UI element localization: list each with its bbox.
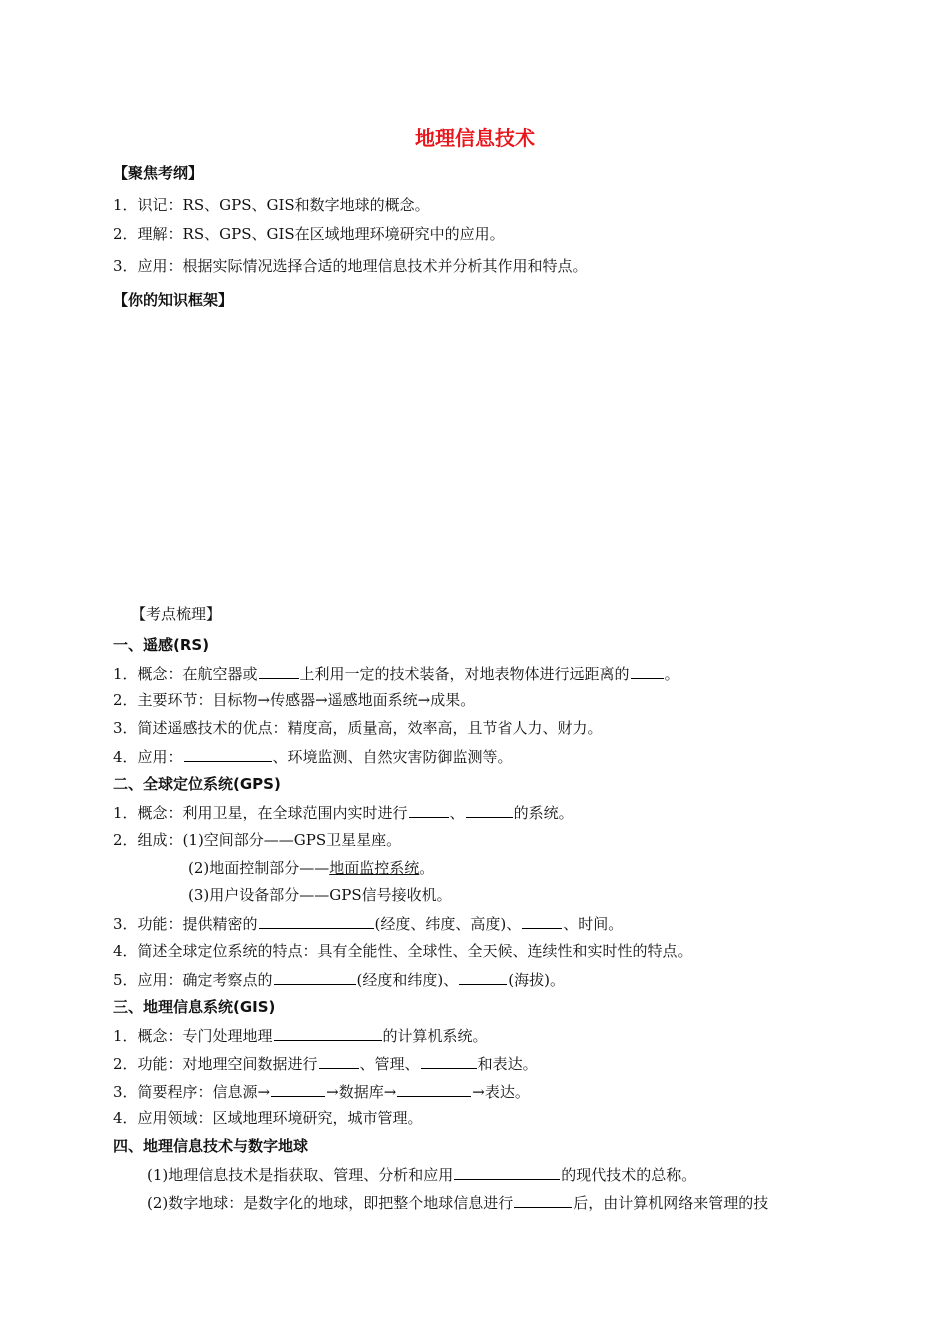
- gps-line-5: [113, 969, 565, 990]
- fill-blank[interactable]: [466, 802, 513, 818]
- digital-l2-text-b: 后，由计算机网络来管理的技: [573, 1194, 769, 1212]
- fill-blank[interactable]: [421, 1053, 477, 1069]
- gps-l2b-underlined: 地面监控系统: [329, 859, 420, 877]
- focus-item-1: 1．识记：RS、GPS、GIS和数字地球的概念。: [113, 196, 430, 214]
- gis-line-1: [113, 1025, 488, 1046]
- digital-line-1: [147, 1164, 696, 1185]
- gis-line-3: [113, 1081, 530, 1102]
- fill-blank[interactable]: [319, 1053, 359, 1069]
- fill-blank[interactable]: [274, 969, 356, 985]
- rs-line-3: 3．简述遥感技术的优点：精度高，质量高，效率高，且节省人力、财力。: [113, 719, 603, 737]
- gps-l3-text-b: (经度、纬度、高度)、: [374, 915, 522, 933]
- gps-l2b-text-a: (2)地面控制部分——: [188, 859, 330, 877]
- digital-l1-text-a: (1)地理信息技术是指获取、管理、分析和应用: [147, 1166, 454, 1184]
- digital-line-2: [147, 1192, 768, 1213]
- focus-item-3: 3．应用：根据实际情况选择合适的地理信息技术并分析其作用和特点。: [113, 257, 588, 275]
- review-heading: 【考点梳理】: [131, 605, 222, 623]
- rs-l4-text-a: 4．应用：: [113, 748, 183, 766]
- fill-blank[interactable]: [184, 746, 272, 762]
- gps-line-3: [113, 913, 623, 934]
- rs-line-2: 2．主要环节：目标物→传感器→遥感地面系统→成果。: [113, 691, 476, 709]
- focus-item-2: 2．理解：RS、GPS、GIS在区域地理环境研究中的应用。: [113, 225, 505, 243]
- gps-line-1: [113, 802, 574, 823]
- gps-l2b-text-c: 。: [419, 859, 435, 877]
- rs-line-1: [113, 663, 680, 684]
- gps-l1-text-c: 的系统。: [513, 804, 574, 822]
- page-title: 地理信息技术: [415, 126, 535, 150]
- gis-l2-text-b: 、管理、: [359, 1055, 420, 1073]
- gis-l1-text-a: 1．概念：专门处理地理: [113, 1027, 273, 1045]
- gis-l1-text-b: 的计算机系统。: [382, 1027, 488, 1045]
- gps-line-2c: (3)用户设备部分——GPS信号接收机。: [188, 886, 452, 904]
- fill-blank[interactable]: [631, 663, 664, 679]
- gis-heading: 三、地理信息系统(GIS): [113, 998, 276, 1016]
- fill-blank[interactable]: [409, 802, 449, 818]
- gps-l3-text-c: 、时间。: [563, 915, 624, 933]
- gps-l5-text-a: 5．应用：确定考察点的: [113, 971, 273, 989]
- gis-l3-text-a: 3．简要程序：信息源→: [113, 1083, 271, 1101]
- gps-line-2: 2．组成：(1)空间部分——GPS卫星星座。: [113, 831, 402, 849]
- rs-l1-text-c: 。: [664, 665, 680, 683]
- fill-blank[interactable]: [259, 663, 299, 679]
- gps-l3-text-a: 3．功能：提供精密的: [113, 915, 258, 933]
- rs-l1-text-b: 上利用一定的技术装备，对地表物体进行远距离的: [299, 665, 630, 683]
- gis-l3-text-b: →数据库→: [326, 1083, 397, 1101]
- gps-l5-text-b: (经度和纬度)、: [356, 971, 459, 989]
- digital-heading: 四、地理信息技术与数字地球: [113, 1137, 309, 1155]
- gps-l5-text-c: (海拔)。: [508, 971, 565, 989]
- fill-blank[interactable]: [514, 1192, 572, 1208]
- gps-line-2b: [188, 858, 434, 878]
- gis-l2-text-a: 2．功能：对地理空间数据进行: [113, 1055, 318, 1073]
- gis-l3-text-c: →表达。: [472, 1083, 530, 1101]
- fill-blank[interactable]: [459, 969, 507, 985]
- gps-l1-text-a: 1．概念：利用卫星，在全球范围内实时进行: [113, 804, 408, 822]
- digital-l2-text-a: (2)数字地球：是数字化的地球，即把整个地球信息进行: [147, 1194, 514, 1212]
- framework-heading: 【你的知识框架】: [113, 291, 234, 309]
- gis-l2-text-c: 和表达。: [477, 1055, 538, 1073]
- gps-heading: 二、全球定位系统(GPS): [113, 775, 281, 793]
- rs-line-4: [113, 746, 513, 767]
- digital-l1-text-b: 的现代技术的总称。: [561, 1166, 697, 1184]
- fill-blank[interactable]: [454, 1164, 560, 1180]
- fill-blank[interactable]: [274, 1025, 382, 1041]
- rs-l1-text-a: 1．概念：在航空器或: [113, 665, 258, 683]
- gps-line-4: 4．简述全球定位系统的特点：具有全能性、全球性、全天候、连续性和实时性的特点。: [113, 942, 693, 960]
- fill-blank[interactable]: [259, 913, 374, 929]
- gps-l1-text-b: 、: [449, 804, 465, 822]
- rs-l4-text-b: 、环境监测、自然灾害防御监测等。: [272, 748, 513, 766]
- rs-heading: 一、遥感(RS): [113, 636, 210, 654]
- fill-blank[interactable]: [522, 913, 562, 929]
- fill-blank[interactable]: [397, 1081, 471, 1097]
- focus-heading: 【聚焦考纲】: [113, 164, 204, 182]
- fill-blank[interactable]: [271, 1081, 325, 1097]
- gis-line-4: 4．应用领域：区域地理环境研究，城市管理。: [113, 1109, 423, 1127]
- gis-line-2: [113, 1053, 538, 1074]
